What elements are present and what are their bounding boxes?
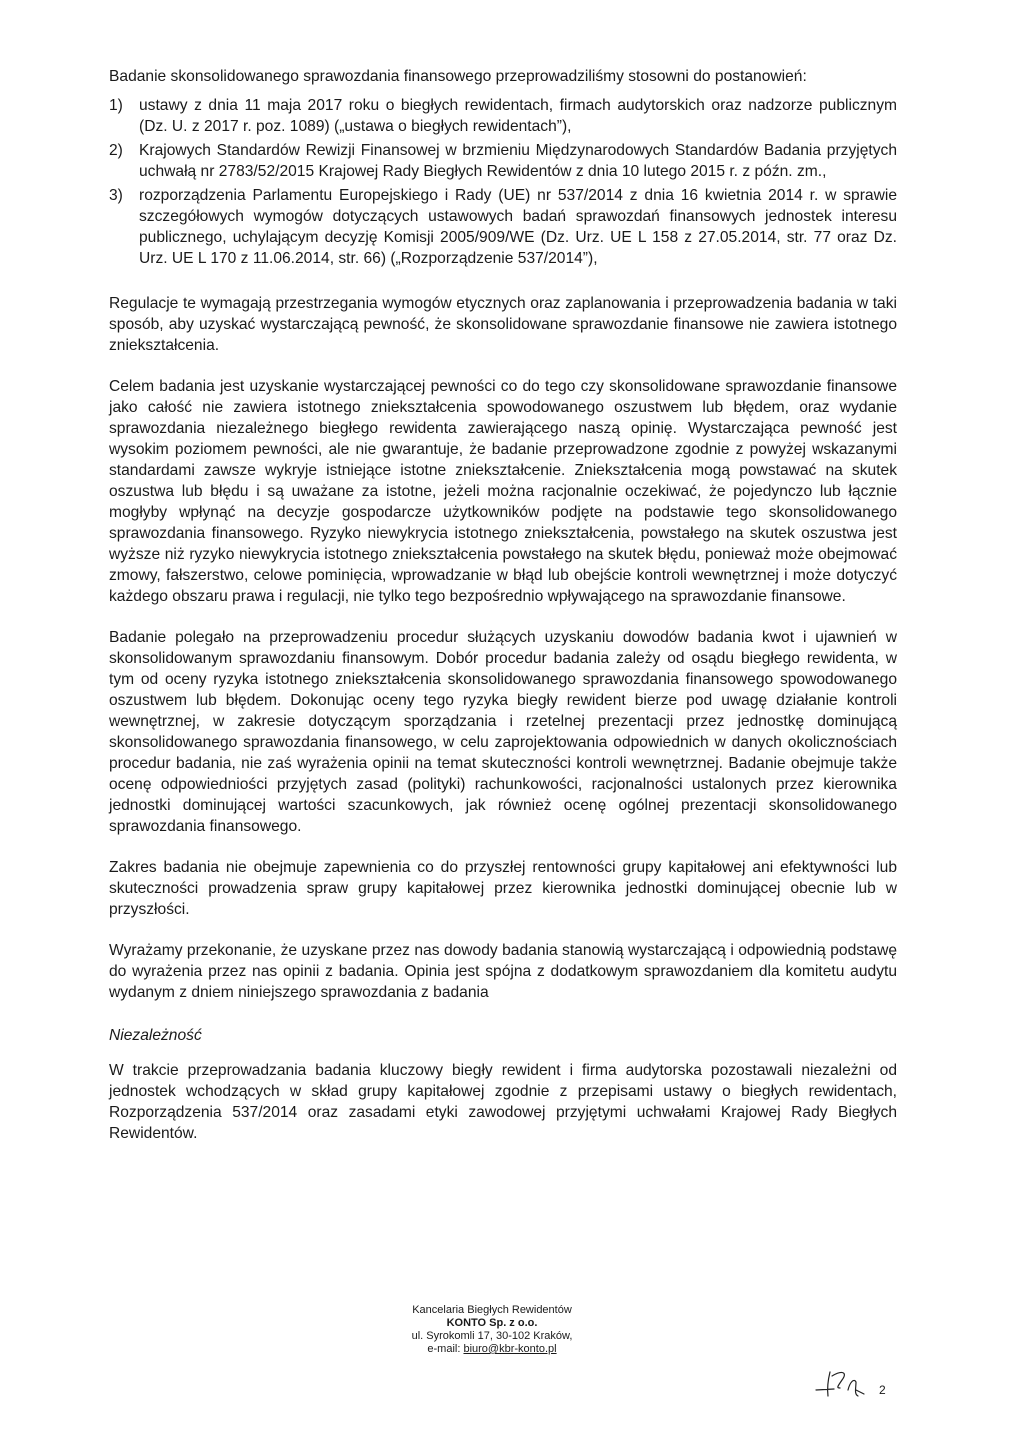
paragraph-independence: W trakcie przeprowadzania badania kluczowy biegły rewident i firma audytorska pozostawali niezależni od jednostek wchodzących w skład grupy kapitałowej zgodnie z przepisami ustawy o biegłych rewidentach, Rozporządzenia 537/2014 oraz zasadami etyki zawodowej przyjętymi uchwałami Krajowej Rady Biegłych Rewidentów. [109,1062,897,1142]
list-item-number: 3) [109,187,123,204]
legal-basis-list [109,95,897,269]
list-item [109,185,897,269]
signature-initials [812,1364,878,1404]
list-item-number: 2) [109,142,123,159]
paragraph-audit-procedures: Badanie polegało na przeprowadzeniu procedur służących uzyskaniu dowodów badania kwot i ujawnień w skonsolidowanym sprawozdaniu finansowym. Dobór procedur badania zależy od osądu biegłego rewidenta, w tym od oceny ryzyka istotnego zniekształcenia skonsolidowanego sprawozdania finansowego spowodowanego oszustwem lub błędem. Dokonując oceny tego ryzyka biegły rewident bierze pod uwagę działanie kontroli wewnętrznej, w zakresie dotyczącym sporządzania i rzetelnej prezentacji przez jednostkę dominującą skonsolidowanego sprawozdania finansowego, w celu zaprojektowania odpowiednich w danych okolicznościach procedur badania, nie zaś wyrażenia opinii na temat skuteczności kontroli wewnętrznej. Badanie obejmuje także ocenę odpowiedniości przyjętych zasad (polityki) rachunkowości, racjonalności ustalonych przez kierownika jednostki dominującej wartości szacunkowych, jak również ocenę ogólnej prezentacji skonsolidowanego sprawozdania finansowego. [109,629,897,835]
stamp-company-name: KONTO Sp. z o.o. [446,1317,538,1329]
paragraph-sufficient-evidence: Wyrażamy przekonanie, że uzyskane przez nas dowody badania stanowią wystarczającą i odpowiednią podstawę do wyrażenia przez nas opinii z badania. Opinia jest spójna z dodatkowym sprawozdaniem dla komitetu audytu wydanym z dniem niniejszego sprawozdania z badania [109,942,897,1001]
paragraph-audit-scope: Zakres badania nie obejmuje zapewnienia co do przyszłej rentowności grupy kapitałowej ani efektywności lub skuteczności prowadzenia spraw grupy kapitałowej przez kierownika jednostki dominującej obecnie lub w przyszłości. [109,859,897,918]
paragraph-audit-objective: Celem badania jest uzyskanie wystarczającej pewności co do tego czy skonsolidowane sprawozdanie finansowe jako całość nie zawiera istotnego zniekształcenia spowodowanego oszustwem lub błędem, oraz wydanie sprawozdania niezależnego biegłego rewidenta zawierającego naszą opinię. Wystarczająca pewność jest wysokim poziomem pewności, ale nie gwarantuje, że badanie przeprowadzone zgodnie z powyżej wskazanymi standardami zawsze wykryje istniejące istotne zniekształcenie. Zniekształcenia mogą powstawać na skutek oszustwa lub błędu i są uważane za istotne, jeżeli można racjonalnie oczekiwać, że pojedynczo lub łącznie mogłyby wpłynąć na decyzje gospodarcze użytkowników podjęte na podstawie tego skonsolidowanego sprawozdania finansowego. Ryzyko niewykrycia istotnego zniekształcenia, powstałego na skutek oszustwa jest wyższe niż ryzyko niewykrycia istotnego zniekształcenia powstałego na skutek błędu, ponieważ może obejmować zmowy, fałszerstwo, celowe pominięcia, wprowadzanie w błąd lub obejście kontroli wewnętrznej i może dotyczyć każdego obszaru prawa i regulacji, nie tylko tego bezpośrednio wpływającego na sprawozdanie finansowe. [109,378,897,605]
stamp-email[interactable]: biuro@kbr-konto.pl [463,1343,557,1355]
page-number: 2 [879,1383,886,1397]
stamp-address: ul. Syrokomli 17, 30-102 Kraków, [411,1330,573,1342]
list-item-text: ustawy z dnia 11 maja 2017 roku o biegłych rewidentach, firmach audytorskich oraz nadzorze publicznym (Dz. U. z 2017 r. poz. 1089) („ustawa o biegłych rewidentach”), [139,97,897,135]
list-item-text: Krajowych Standardów Rewizji Finansowej w brzmieniu Międzynarodowych Standardów Badania przyjętych uchwałą nr 2783/52/2015 Krajowej Rady Biegłych Rewidentów z dnia 10 lutego 2015 r. z późn. zm., [139,142,897,180]
stamp-email-line [372,1343,612,1356]
list-item [109,95,897,137]
stamp-email-prefix: e-mail: [427,1343,464,1355]
list-item-text: rozporządzenia Parlamentu Europejskiego i Rady (UE) nr 537/2014 z dnia 16 kwietnia 2014 r. w sprawie szczegółowych wymogów dotyczących ustawowych badań sprawozdań finansowych jednostek interesu publicznego, uchylającym decyzję Komisji 2005/909/WE (Dz. Urz. UE L 158 z 27.05.2014, str. 77 oraz Dz. Urz. UE L 170 z 11.06.2014, str. 66) („Rozporządzenie 537/2014”), [139,187,897,267]
list-item [109,140,897,182]
intro-text: Badanie skonsolidowanego sprawozdania finansowego przeprowadziliśmy stosowni do postanowień: [109,68,807,85]
list-item-number: 1) [109,97,123,114]
section-heading-independence: Niezależność [109,1027,202,1044]
company-stamp [372,1304,612,1356]
document-page [109,66,897,1144]
paragraph-ethics: Regulacje te wymagają przestrzegania wymogów etycznych oraz zaplanowania i przeprowadzenia badania w taki sposób, aby uzyskać wystarczającą pewność, że skonsolidowane sprawozdanie finansowe nie zawiera istotnego zniekształcenia. [109,295,897,354]
stamp-line: Kancelaria Biegłych Rewidentów [412,1304,572,1316]
